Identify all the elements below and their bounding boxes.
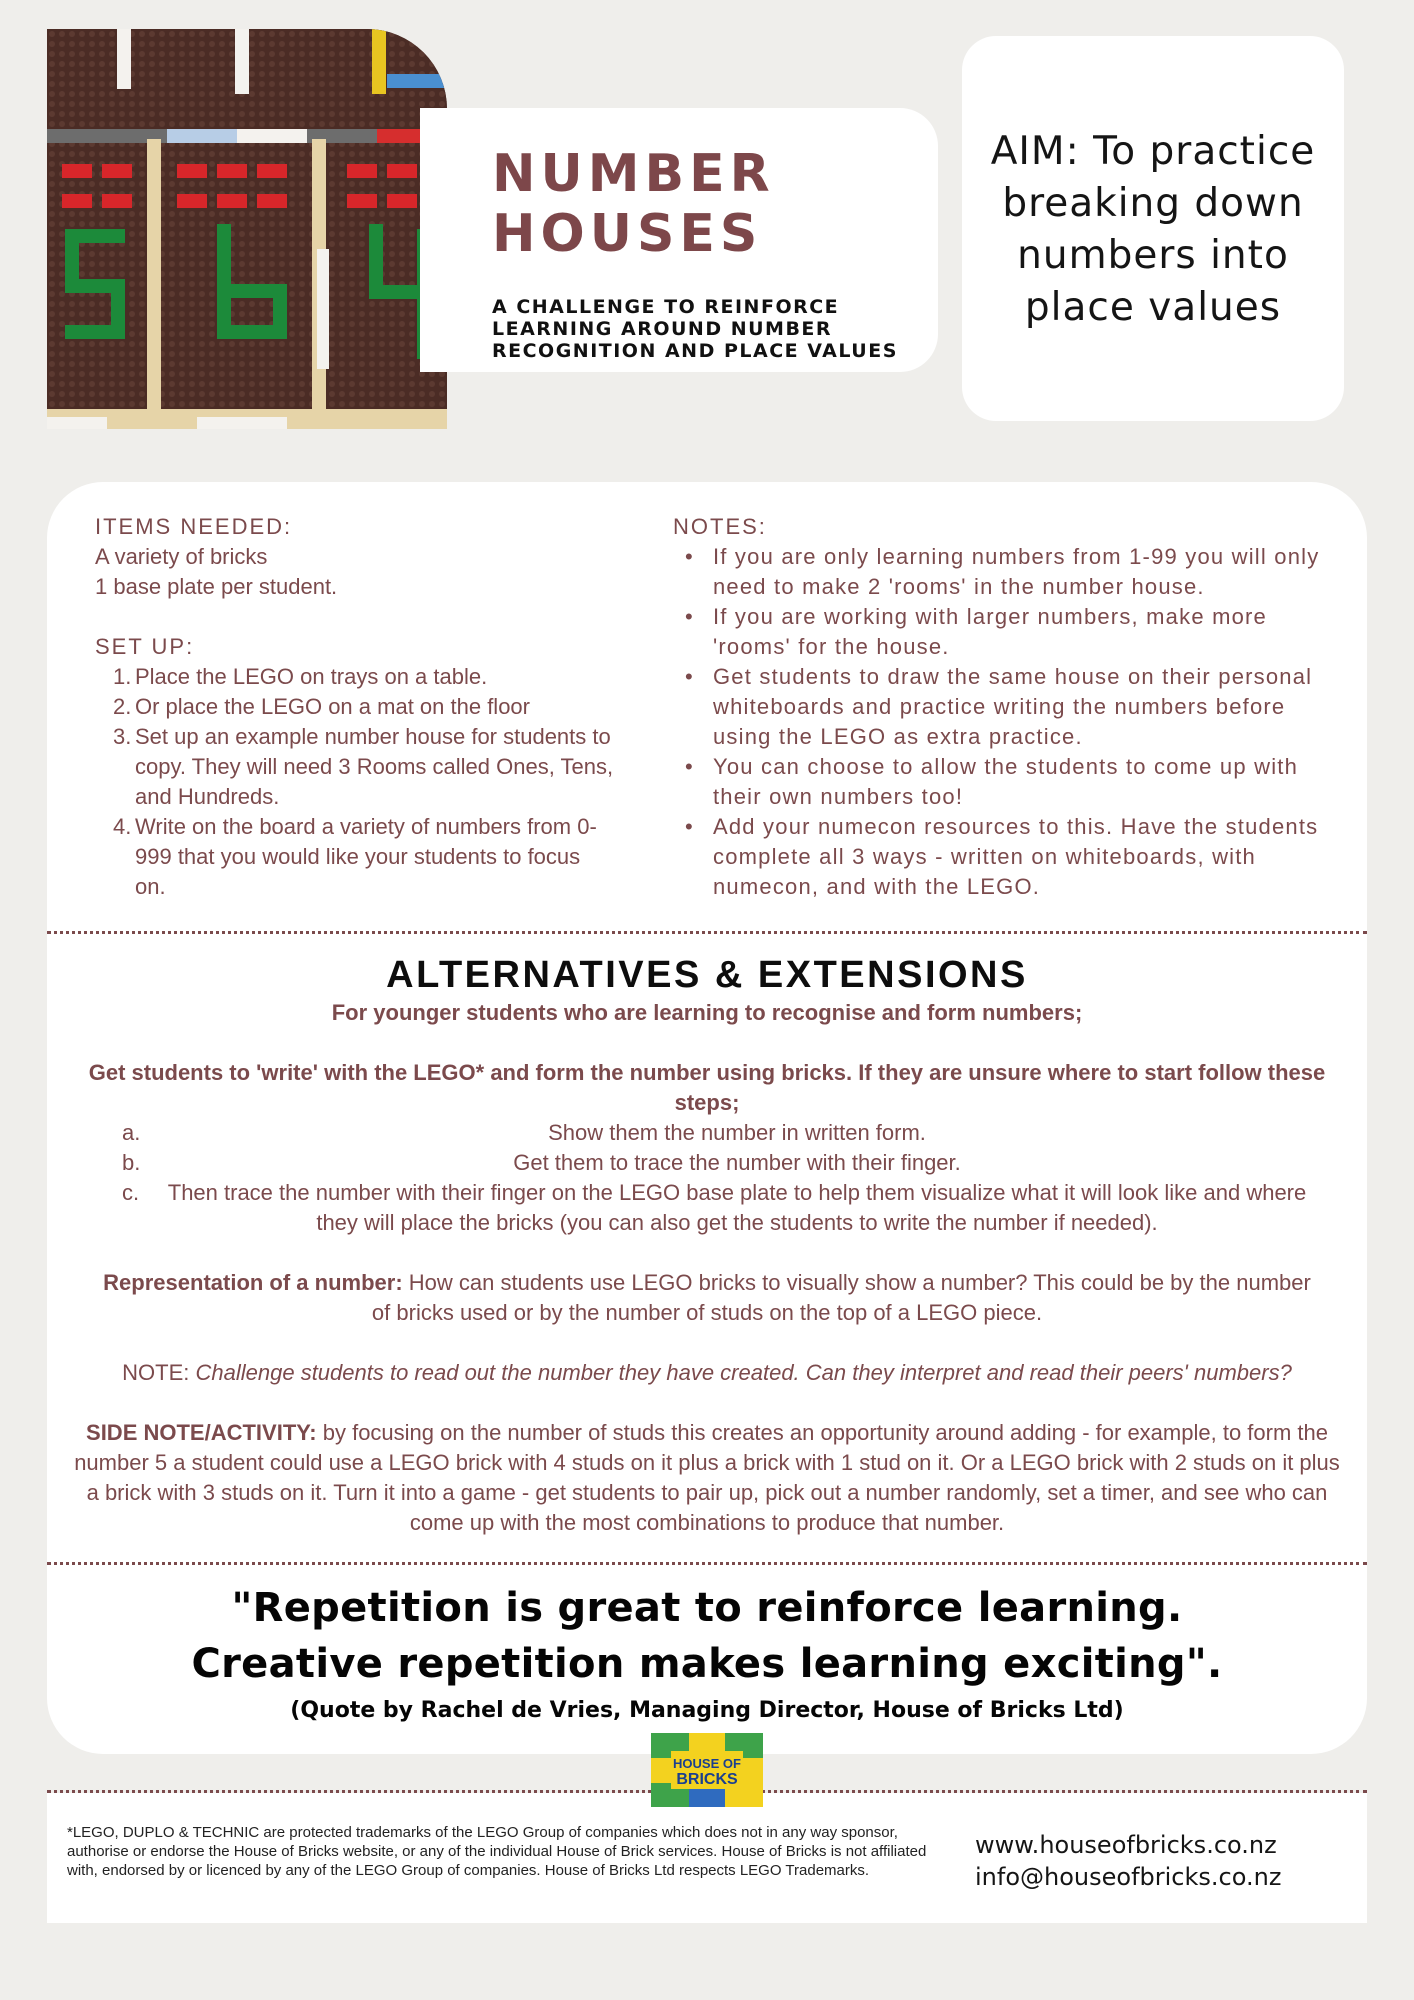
note-item [673,812,1333,902]
write-with-lego-intro: Get students to 'write' with the LEGO* and form the number using bricks. If they are unsure where to start follow these steps; [88,1060,1326,1115]
step-letter: a. [122,1120,141,1145]
lego-baseplate-illustration [47,29,447,429]
setup-heading: SET UP: [95,634,195,659]
note-item [673,752,1333,812]
bullet-icon: • [685,544,694,569]
alt-step [62,1118,1352,1148]
title-line-1: NUMBER [492,144,775,204]
representation-label: Representation of a number: [103,1270,403,1295]
contact-block [975,1829,1355,1893]
note-item [673,542,1333,602]
setup-step [95,662,615,692]
alt-step [62,1148,1352,1178]
logo-icon [651,1733,763,1807]
bullet-icon: • [685,604,694,629]
quote-line-2: Creative repetition makes learning exciting". [191,1641,1223,1687]
setup-step [95,812,615,902]
aim-card [962,36,1344,421]
logo-text-line-1: HOUSE OF [673,1756,741,1771]
quote-line-1: "Repetition is great to reinforce learning. [231,1585,1183,1631]
step-text: Set up an example number house for students to copy. They will need 3 Rooms called Ones, Tens, and Hundreds. [135,724,614,809]
bullet-icon: • [685,754,694,779]
title-line-2: HOUSES [492,204,763,264]
title-card [420,108,938,372]
side-note-paragraph [62,1418,1352,1538]
quote-credit: (Quote by Rachel de Vries, Managing Director, House of Bricks Ltd) [290,1698,1124,1723]
step-text: Show them the number in written form. [548,1120,926,1145]
website-link[interactable]: www.houseofbricks.co.nz [975,1831,1277,1859]
document-title [492,144,898,264]
email-link[interactable]: info@houseofbricks.co.nz [975,1863,1282,1891]
step-number: 2. [113,694,132,719]
step-text: Place the LEGO on trays on a table. [135,664,488,689]
note-text: If you are only learning numbers from 1-99 you will only need to make 2 'rooms' in the number house. [713,544,1320,599]
step-letter: c. [122,1180,140,1205]
note-item [673,602,1333,662]
younger-students-line: For younger students who are learning to recognise and form numbers; [331,1000,1083,1025]
left-column [95,512,615,902]
note-text: Add your numecon resources to this. Have the students complete all 3 ways - written on whiteboards, with numecon, and with the LEGO. [713,814,1319,899]
aim-text: AIM: To practice breaking down numbers into place values [990,129,1316,330]
bullet-icon: • [685,814,694,839]
side-note-text: by focusing on the number of studs this creates an opportunity around adding - for example, to form the number 5 a student could use a LEGO brick with 4 studs on it plus a brick with 1 stud on it. Or a LEGO brick with 2 studs on it plus a brick with 3 studs on it. Turn it into a game - get students to pair up, pick out a number randomly, set a timer, and see who can come up with the most combinations to produce that number. [74,1420,1340,1535]
notes-heading: NOTES: [673,514,767,539]
side-note-label: SIDE NOTE/ACTIVITY: [86,1420,317,1445]
items-needed-line: A variety of bricks [95,544,268,569]
footer [47,1793,1367,1923]
step-number: 1. [113,664,132,689]
notes-list [673,542,1333,902]
note-text: Challenge students to read out the number they have created. Can they interpret and read their peers' numbers? [195,1360,1292,1385]
step-text: Or place the LEGO on a mat on the floor [135,694,530,719]
step-text: Then trace the number with their finger on the LEGO base plate to help them visualize what it will look like and where they will place the bricks (you can also get the students to write the number if needed). [167,1180,1307,1235]
right-column [673,512,1333,902]
step-number: 4. [113,814,132,839]
step-text: Get them to trace the number with their finger. [513,1150,961,1175]
note-text: You can choose to allow the students to come up with their own numbers too! [713,754,1299,809]
note-text: Get students to draw the same house on their personal whiteboards and practice writing the numbers before using the LEGO as extra practice. [713,664,1313,749]
lego-number-house-photo [47,29,447,429]
section-divider [47,931,1367,934]
main-content-card [47,482,1367,1754]
representation-text: How can students use LEGO bricks to visually show a number? This could be by the number of bricks used or by the number of studs on the top of a LEGO piece. [371,1270,1311,1325]
note-label: NOTE: [122,1360,196,1385]
alternatives-section [62,952,1352,1538]
alternative-steps-list [62,1118,1352,1238]
bullet-icon: • [685,664,694,689]
items-needed-line: 1 base plate per student. [95,574,338,599]
logo-text-line-2: BRICKS [676,1771,738,1788]
note-item [673,662,1333,752]
section-divider [47,1562,1367,1565]
representation-paragraph [62,1268,1352,1328]
step-number: 3. [113,724,132,749]
step-letter: b. [122,1150,141,1175]
note-text: If you are working with larger numbers, make more 'rooms' for the house. [713,604,1267,659]
note-paragraph [62,1358,1352,1388]
quote-block [47,1580,1367,1728]
items-needed-heading: ITEMS NEEDED: [95,514,293,539]
alternatives-heading: ALTERNATIVES & EXTENSIONS [386,954,1028,996]
house-of-bricks-logo[interactable] [651,1733,763,1807]
trademark-disclaimer: *LEGO, DUPLO & TECHNIC are protected trademarks of the LEGO Group of companies which does not in any way sponsor, authorise or endorse the House of Bricks website, or any of the individual House of Brick services. House of Bricks is not affiliated with, endorsed by or licenced by any of the LEGO Group of companies. House of Bricks Ltd respects LEGO Trademarks. [67,1824,927,1879]
setup-step [95,722,615,812]
alt-step [62,1178,1352,1238]
document-subtitle: A CHALLENGE TO REINFORCE LEARNING AROUND NUMBER RECOGNITION AND PLACE VALUES [492,296,898,362]
step-text: Write on the board a variety of numbers from 0-999 that you would like your students to focus on. [135,814,597,899]
setup-step [95,692,615,722]
setup-list [95,662,615,902]
